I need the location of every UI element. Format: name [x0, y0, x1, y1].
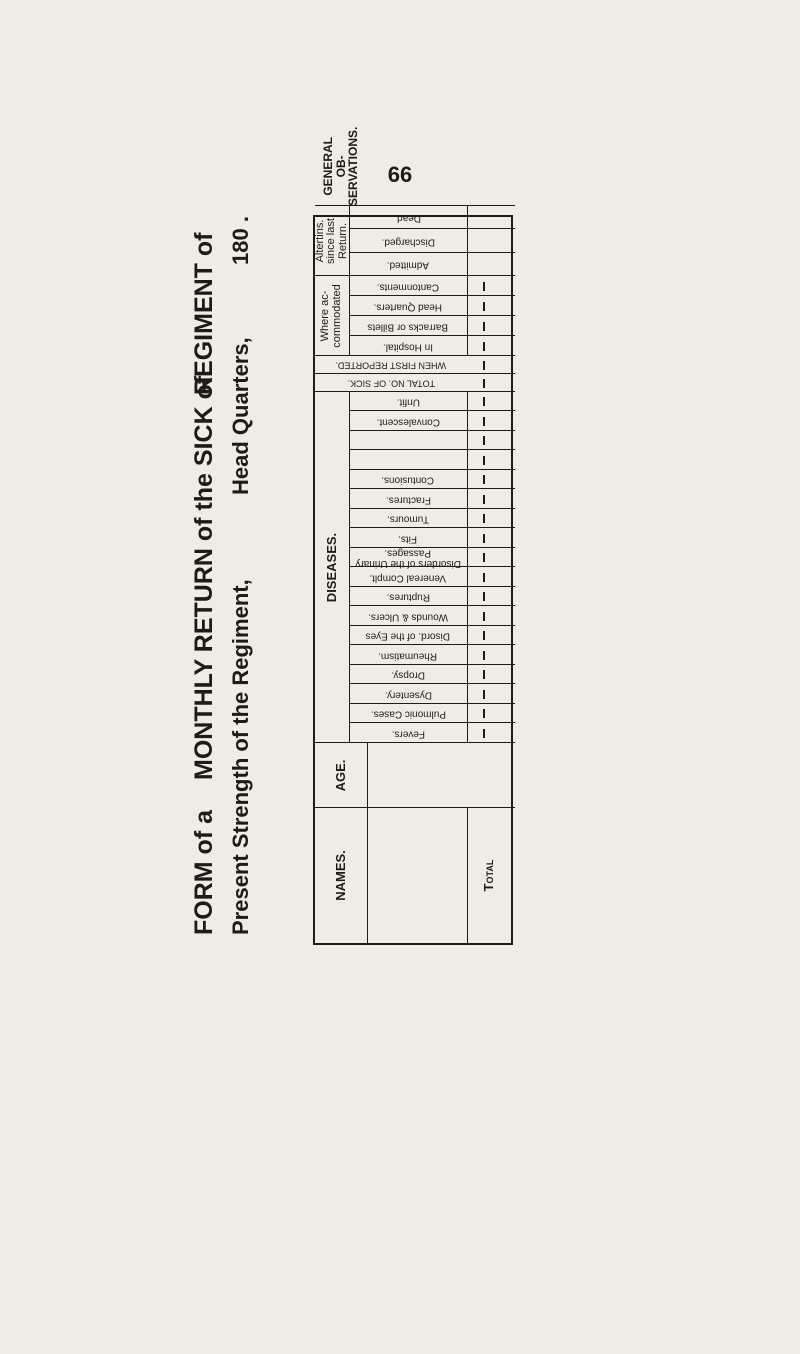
- disease-column-header: Fractures.: [385, 494, 431, 506]
- where-column-header: Cantonments.: [376, 281, 440, 293]
- alterations-header: Altertins. since last Return.: [313, 218, 349, 264]
- disease-column-header: Tumours.: [387, 514, 429, 525]
- total-label: Total: [481, 859, 497, 892]
- disease-divider: [349, 664, 515, 665]
- disease-column-header: Wounds & Ulcers.: [368, 611, 448, 623]
- general-observations-header: GENERAL OB-SERVATIONS.: [321, 126, 361, 206]
- tally-mark: [483, 342, 485, 351]
- age-header: AGE.: [333, 759, 349, 792]
- disease-column-header: Convalescent.: [376, 416, 440, 428]
- alteration-column-header: Discharged.: [381, 236, 435, 248]
- tally-mark: [483, 515, 485, 524]
- alterations-row-underline: [467, 206, 468, 276]
- where-divider: [349, 315, 515, 316]
- tally-mark: [483, 302, 485, 311]
- disease-divider: [349, 508, 515, 509]
- tally-mark: [483, 651, 485, 660]
- tally-mark: [483, 437, 485, 446]
- disease-column-header: [349, 431, 467, 451]
- disease-column-header: Fits.: [398, 533, 418, 545]
- disease-column-header: Dropsy.: [391, 670, 425, 681]
- disease-column-header: Pulmonic Cases.: [370, 709, 446, 720]
- disease-divider: [349, 567, 515, 568]
- tally-mark: [483, 534, 485, 543]
- total-sick-header: TOTAL NO. OF SICK.: [347, 378, 435, 389]
- disease-divider: [349, 411, 515, 412]
- tally-mark: [483, 322, 485, 331]
- tally-mark: [483, 554, 485, 563]
- tally-mark: [483, 710, 485, 719]
- title-main: MONTHLY RETURN of the SICK of: [190, 375, 218, 780]
- disease-column-header: Rheumatism.: [378, 650, 438, 662]
- where-accommodated-header: Where ac-commodated: [319, 284, 343, 348]
- tally-mark: [483, 361, 485, 370]
- where-divider: [349, 335, 515, 336]
- title-suffix: REGIMENT of: [190, 232, 218, 395]
- tally-mark: [483, 632, 485, 641]
- disease-column-header: Ruptures.: [386, 592, 430, 603]
- disease-column-header: Unfit.: [396, 397, 420, 408]
- tally-mark: [483, 282, 485, 291]
- disease-divider: [349, 723, 515, 724]
- disease-divider: [349, 645, 515, 646]
- names-header: NAMES.: [333, 850, 349, 901]
- tally-mark: [483, 495, 485, 504]
- disease-divider: [349, 469, 515, 470]
- alteration-column-header: Dead.: [394, 212, 422, 224]
- present-strength-label: Present Strength of the Regiment,: [228, 579, 253, 935]
- disease-divider: [349, 625, 515, 626]
- tally-mark: [483, 690, 485, 699]
- where-column-header: Head Quarters.: [373, 301, 443, 313]
- where-column-header: In Hospital.: [382, 341, 434, 353]
- disease-header-underline: [467, 392, 468, 743]
- disease-divider: [349, 489, 515, 490]
- disease-divider: [349, 703, 515, 704]
- header-band-underline: [367, 743, 368, 943]
- disease-column-header: Fevers.: [391, 728, 425, 740]
- head-quarters-label: Head Quarters,: [228, 337, 253, 495]
- tally-mark: [483, 573, 485, 582]
- tally-mark: [483, 379, 485, 388]
- tally-mark: [483, 593, 485, 602]
- disease-divider: [349, 430, 515, 431]
- tally-mark: [483, 476, 485, 485]
- disease-column-header: Disorders of the Urinary Passages.: [355, 547, 461, 570]
- year-label: 180 .: [228, 216, 253, 265]
- tally-mark: [483, 417, 485, 426]
- tally-mark: [483, 398, 485, 407]
- alteration-column-header: Admitted.: [386, 259, 430, 271]
- disease-divider: [349, 606, 515, 607]
- where-row-underline: [467, 276, 468, 356]
- disease-column-header: Contusions.: [381, 475, 435, 486]
- disease-column-header: Venereal Complt.: [369, 572, 447, 584]
- disease-divider: [349, 450, 515, 451]
- tally-mark: [483, 671, 485, 680]
- where-divider: [349, 295, 515, 296]
- alteration-divider: [349, 228, 515, 229]
- tally-mark: [483, 456, 485, 465]
- disease-column-header: Disord. of the Eyes: [365, 631, 451, 642]
- disease-column-header: [349, 451, 467, 471]
- alteration-divider: [349, 252, 515, 253]
- tally-mark: [483, 729, 485, 738]
- disease-divider: [349, 684, 515, 685]
- diseases-header: DISEASES.: [324, 532, 340, 603]
- tally-mark: [483, 612, 485, 621]
- page-number: 66: [387, 162, 413, 187]
- disease-divider: [349, 586, 515, 587]
- total-row-line: [467, 808, 468, 943]
- where-column-header: Barracks or Billets: [367, 321, 449, 333]
- disease-divider: [349, 547, 515, 548]
- disease-divider: [349, 528, 515, 529]
- disease-column-header: Dysentery.: [384, 689, 432, 701]
- when-first-reported-header: WHEN FIRST REPORTED.: [335, 360, 447, 371]
- title-prefix: FORM of a: [190, 810, 218, 935]
